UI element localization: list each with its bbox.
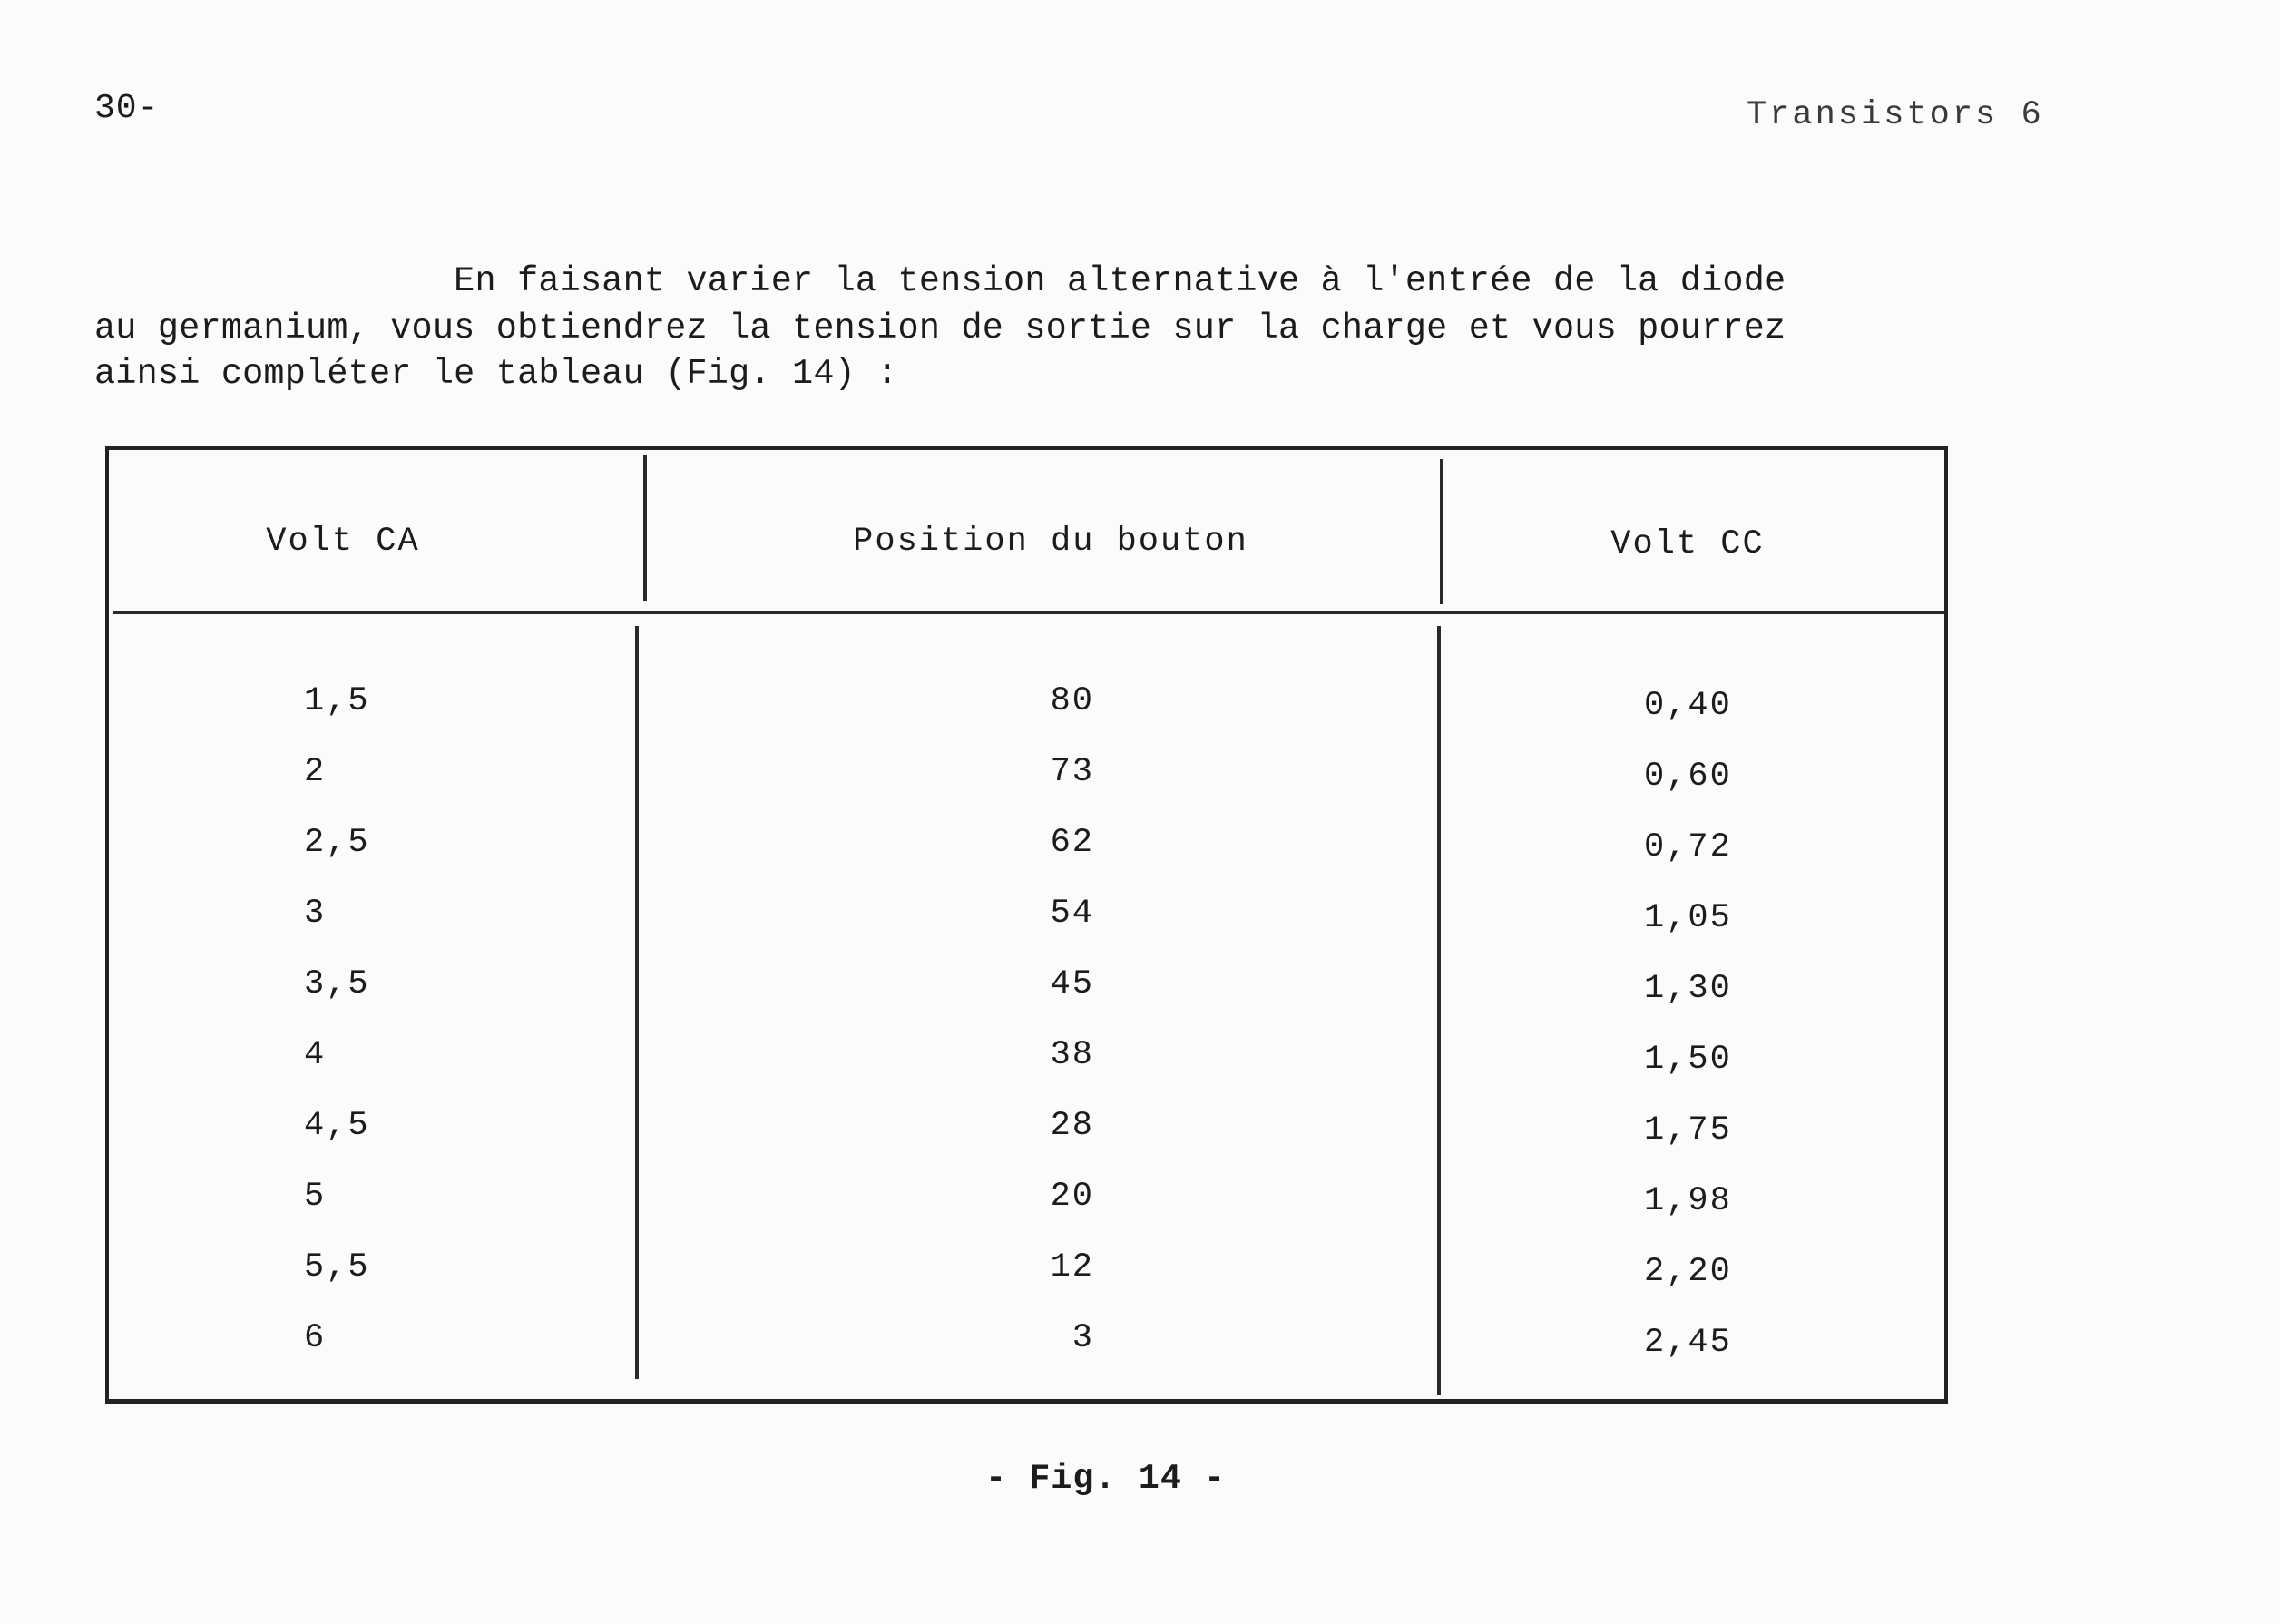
table-cell: 62 (1050, 824, 1094, 862)
column-divider (1440, 459, 1443, 604)
volt-ca-column (304, 682, 370, 1390)
position-column (976, 682, 1094, 1390)
table-cell: 2,45 (1644, 1324, 1732, 1362)
paragraph-line: ainsi compléter le tableau (Fig. 14) : (94, 354, 898, 394)
column-header-volt-cc: Volt CC (1610, 525, 1765, 563)
table-cell: 80 (1050, 682, 1094, 720)
table-cell: 2,5 (304, 824, 370, 862)
table-cell: 54 (1050, 895, 1094, 933)
table-cell: 20 (1050, 1178, 1094, 1216)
table-cell: 0,72 (1644, 828, 1732, 866)
table-cell: 4,5 (304, 1107, 370, 1145)
table-cell: 1,98 (1644, 1182, 1732, 1220)
table-cell: 1,5 (304, 682, 370, 720)
table-cell: 38 (1050, 1036, 1094, 1074)
table-cell: 5 (304, 1178, 327, 1216)
column-header-volt-ca: Volt CA (266, 523, 420, 561)
table-cell: 12 (1050, 1248, 1094, 1286)
table-cell: 73 (1050, 753, 1094, 791)
table-cell: 28 (1050, 1107, 1094, 1145)
header-title: Transistors 6 (1747, 96, 2044, 134)
column-divider (643, 455, 647, 601)
page-number: 30- (94, 89, 160, 128)
table-cell: 2,20 (1644, 1253, 1732, 1291)
header-divider (113, 611, 1945, 614)
table-cell: 1,30 (1644, 970, 1732, 1008)
table-cell: 0,60 (1644, 758, 1732, 796)
table-cell: 6 (304, 1319, 327, 1357)
volt-cc-column (1644, 687, 1732, 1394)
table-cell: 1,50 (1644, 1041, 1732, 1079)
table-cell: 3 (1072, 1319, 1094, 1357)
figure-caption: - Fig. 14 - (985, 1459, 1227, 1499)
column-divider (1437, 626, 1441, 1395)
column-divider (635, 626, 639, 1379)
table-cell: 3 (304, 895, 327, 933)
table-cell: 2 (304, 753, 327, 791)
paragraph-line: En faisant varier la tension alternative à l'entrée de la diode (94, 261, 1786, 301)
table-cell: 1,75 (1644, 1111, 1732, 1150)
paragraph-line: au germanium, vous obtiendrez la tension de sortie sur la charge et vous pourrez (94, 308, 1786, 348)
table-cell: 5,5 (304, 1248, 370, 1286)
table-cell: 4 (304, 1036, 327, 1074)
column-header-position: Position du bouton (853, 523, 1248, 561)
table-cell: 45 (1050, 965, 1094, 1003)
table-cell: 3,5 (304, 965, 370, 1003)
table-cell: 0,40 (1644, 687, 1732, 725)
table-cell: 1,05 (1644, 899, 1732, 937)
